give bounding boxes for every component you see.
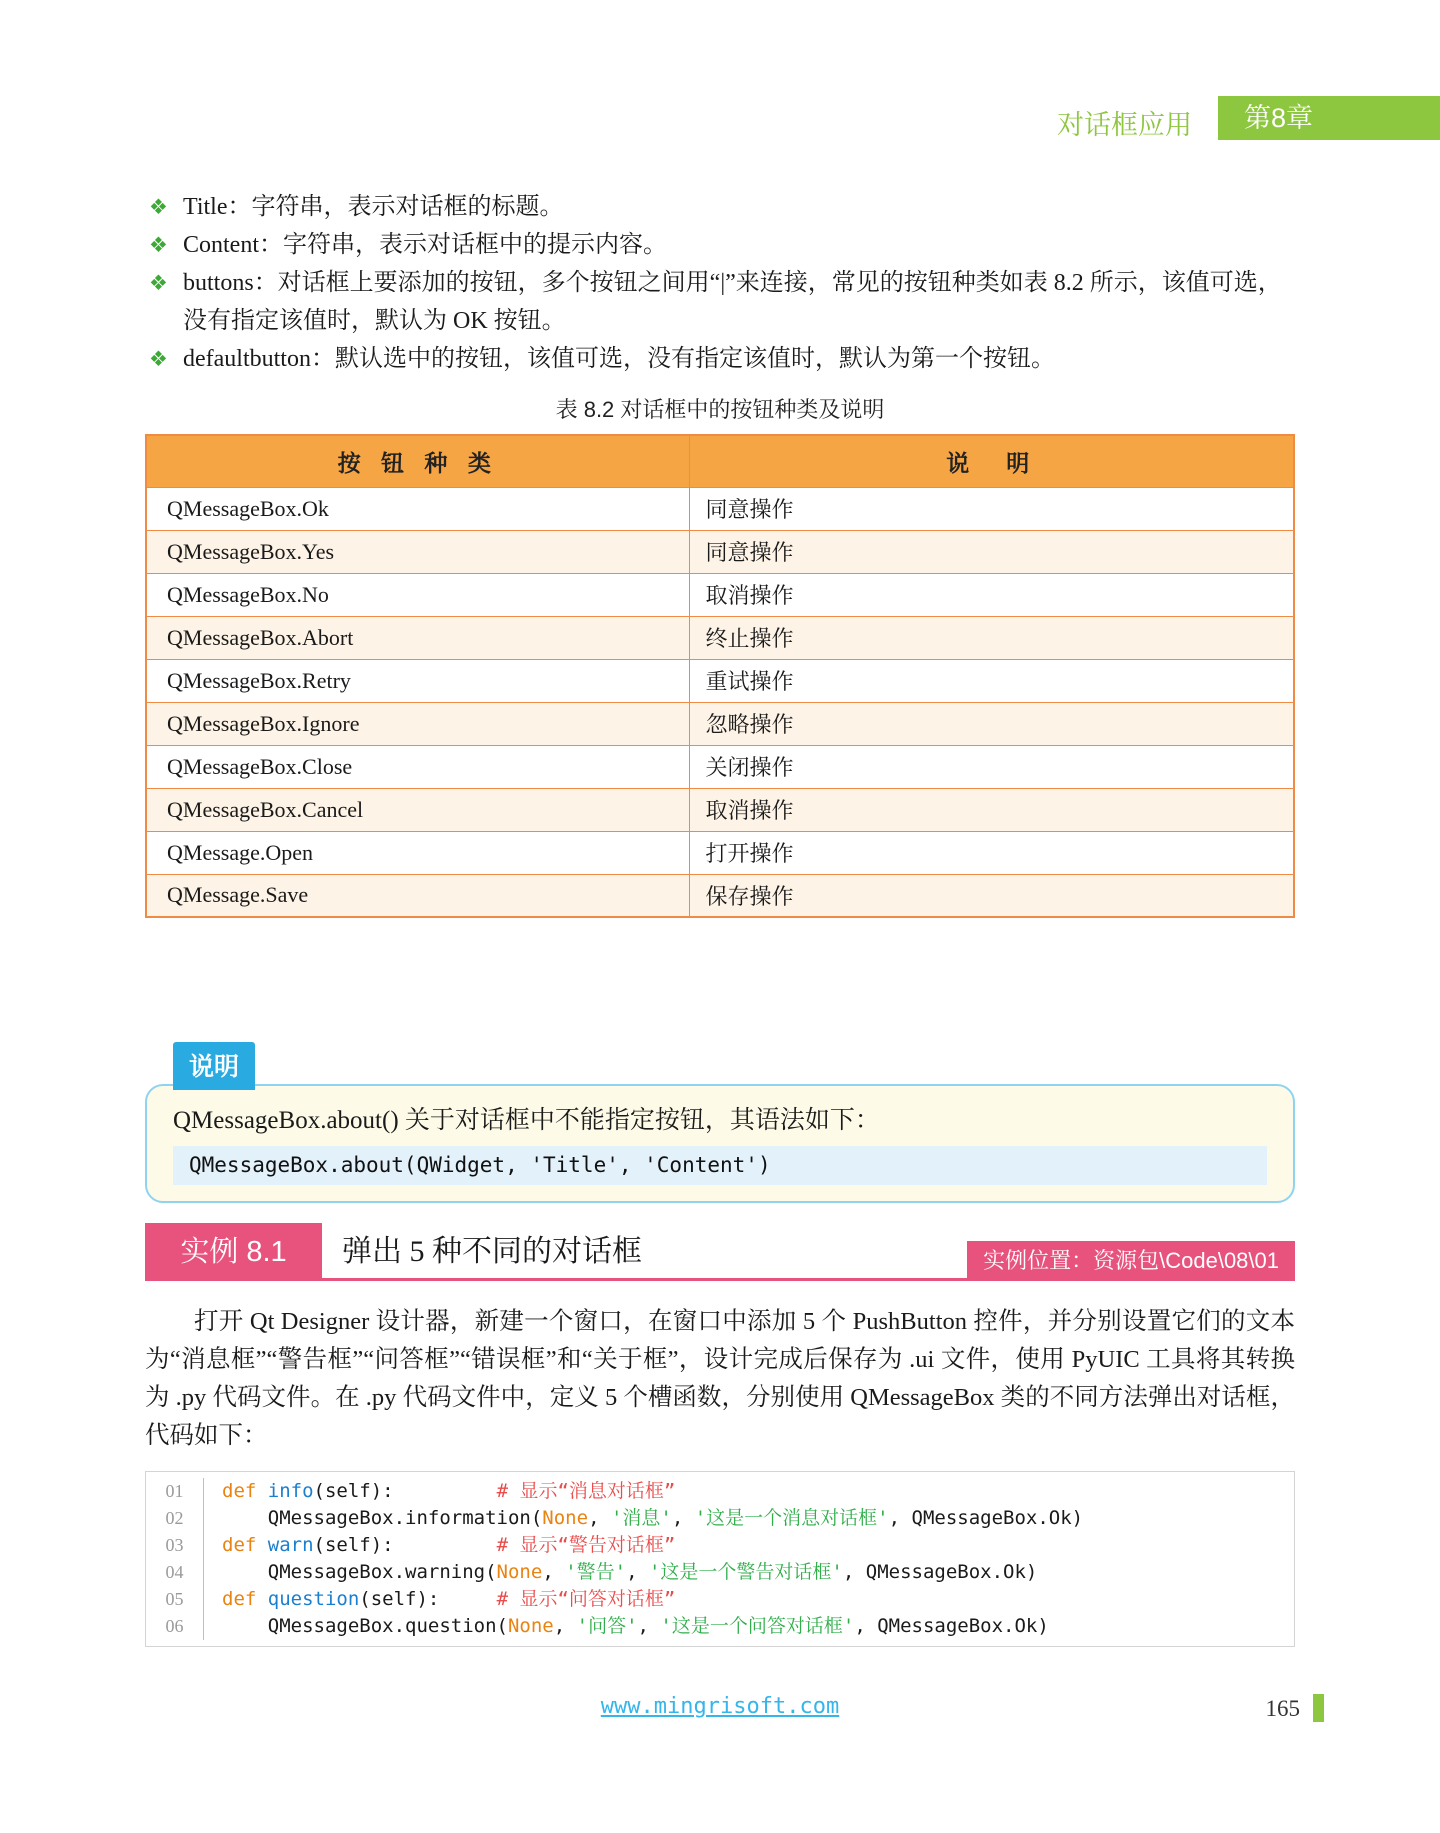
bullet-text: ：默认选中的按钮，该值可选，没有指定该值时，默认为第一个按钮。 <box>310 346 1055 372</box>
list-item <box>145 226 1295 264</box>
description-cell: 关闭操作 <box>689 745 1294 788</box>
line-number: 02 <box>146 1505 204 1532</box>
footer-url-link[interactable]: www.mingrisoft.com <box>600 1694 840 1719</box>
code-text: def question(self): # 显示“问答对话框” <box>222 1588 676 1610</box>
page-header <box>0 96 1440 140</box>
table-row <box>146 487 1294 530</box>
code-line <box>146 1613 1294 1640</box>
table-row <box>146 874 1294 917</box>
page-content <box>145 0 1295 1647</box>
code-line <box>146 1505 1294 1532</box>
column-header-description: 说 明 <box>689 435 1294 487</box>
button-type-cell: QMessage.Save <box>146 874 689 917</box>
code-text: def warn(self): # 显示“警告对话框” <box>222 1534 676 1556</box>
table-caption: 表 8.2 对话框中的按钮种类及说明 <box>555 397 885 422</box>
note-tag: 说明 <box>173 1042 255 1090</box>
table-row <box>146 788 1294 831</box>
button-type-cell: QMessageBox.Ignore <box>146 702 689 745</box>
code-block <box>145 1471 1295 1647</box>
description-cell: 忽略操作 <box>689 702 1294 745</box>
page-number-bar <box>1313 1694 1324 1722</box>
diamond-bullet-icon: ❖ <box>149 195 168 219</box>
example-header <box>145 1223 1295 1281</box>
note-code-line: QMessageBox.about(QWidget, 'Title', 'Content') <box>173 1146 1267 1185</box>
table-header-row <box>146 435 1294 487</box>
description-cell: 重试操作 <box>689 659 1294 702</box>
list-item <box>145 264 1295 340</box>
button-type-cell: QMessage.Open <box>146 831 689 874</box>
chapter-label: 对话框应用 <box>1057 110 1192 140</box>
example-paragraph: 打开 Qt Designer 设计器，新建一个窗口，在窗口中添加 5 个 PushButton 控件，并分别设置它们的文本为“消息框”“警告框”“问答框”“错误框”和“关于框”，设计完成后保存为 .ui 文件，使用 PyUIC 工具将其转换为 .py 代码文件。在 .py 代码文件中，定义 5 个槽函数，分别使用 QMessageBox 类的不同方法弹出对话框，代码如下： <box>145 1308 1295 1449</box>
table-row <box>146 831 1294 874</box>
button-type-cell: QMessageBox.Yes <box>146 530 689 573</box>
bullet-text: ：字符串，表示对话框中的提示内容。 <box>259 232 667 258</box>
button-type-cell: QMessageBox.Abort <box>146 616 689 659</box>
bullet-term: Title <box>183 194 228 220</box>
example-badge: 实例 8.1 <box>145 1223 322 1281</box>
description-cell: 保存操作 <box>689 874 1294 917</box>
button-type-cell: QMessageBox.Ok <box>146 487 689 530</box>
table-row <box>146 573 1294 616</box>
page-footer <box>0 1692 1440 1732</box>
page-number: 165 <box>1265 1696 1300 1721</box>
table-row <box>146 530 1294 573</box>
button-type-cell: QMessageBox.Close <box>146 745 689 788</box>
note-box <box>145 1084 1295 1203</box>
code-text: QMessageBox.question(None, '问答', '这是一个问答对话框', QMessageBox.Ok) <box>222 1615 1049 1637</box>
button-table-body <box>146 487 1294 917</box>
table-row <box>146 616 1294 659</box>
bullet-term: Content <box>183 232 259 258</box>
line-number: 06 <box>146 1613 204 1640</box>
note-section <box>145 1042 1295 1203</box>
code-text: def info(self): # 显示“消息对话框” <box>222 1480 676 1502</box>
table-row <box>146 745 1294 788</box>
diamond-bullet-icon: ❖ <box>149 233 168 257</box>
bullet-term: defaultbutton <box>183 346 311 372</box>
description-cell: 终止操作 <box>689 616 1294 659</box>
button-table <box>145 434 1295 918</box>
diamond-bullet-icon: ❖ <box>149 347 168 371</box>
line-number: 03 <box>146 1532 204 1559</box>
bullet-text: ：对话框上要添加的按钮，多个按钮之间用“|”来连接，常见的按钮种类如表 8.2 所示，该值可选，没有指定该值时，默认为 OK 按钮。 <box>183 270 1282 334</box>
code-text: QMessageBox.warning(None, '警告', '这是一个警告对话框', QMessageBox.Ok) <box>222 1561 1038 1583</box>
line-number: 05 <box>146 1586 204 1613</box>
code-line <box>146 1478 1294 1505</box>
note-text: QMessageBox.about() 关于对话框中不能指定按钮，其语法如下： <box>173 1107 880 1134</box>
list-item <box>145 340 1295 378</box>
table-row <box>146 702 1294 745</box>
line-number: 01 <box>146 1478 204 1505</box>
code-line <box>146 1586 1294 1613</box>
bullet-list <box>145 188 1295 378</box>
example-location-badge: 实例位置：资源包\Code\08\01 <box>967 1241 1295 1281</box>
code-line <box>146 1532 1294 1559</box>
description-cell: 取消操作 <box>689 788 1294 831</box>
button-type-cell: QMessageBox.No <box>146 573 689 616</box>
description-cell: 取消操作 <box>689 573 1294 616</box>
description-cell: 同意操作 <box>689 487 1294 530</box>
column-header-button-type: 按 钮 种 类 <box>146 435 689 487</box>
table-row <box>146 659 1294 702</box>
button-type-cell: QMessageBox.Cancel <box>146 788 689 831</box>
bullet-term: buttons <box>183 270 254 296</box>
diamond-bullet-icon: ❖ <box>149 271 168 295</box>
code-text: QMessageBox.information(None, '消息', '这是一个消息对话框', QMessageBox.Ok) <box>222 1507 1084 1529</box>
example-title: 弹出 5 种不同的对话框 <box>342 1235 642 1268</box>
line-number: 04 <box>146 1559 204 1586</box>
chapter-badge: 第8章 <box>1218 96 1440 140</box>
description-cell: 同意操作 <box>689 530 1294 573</box>
list-item <box>145 188 1295 226</box>
description-cell: 打开操作 <box>689 831 1294 874</box>
button-type-cell: QMessageBox.Retry <box>146 659 689 702</box>
bullet-text: ：字符串，表示对话框的标题。 <box>227 194 564 220</box>
code-line <box>146 1559 1294 1586</box>
